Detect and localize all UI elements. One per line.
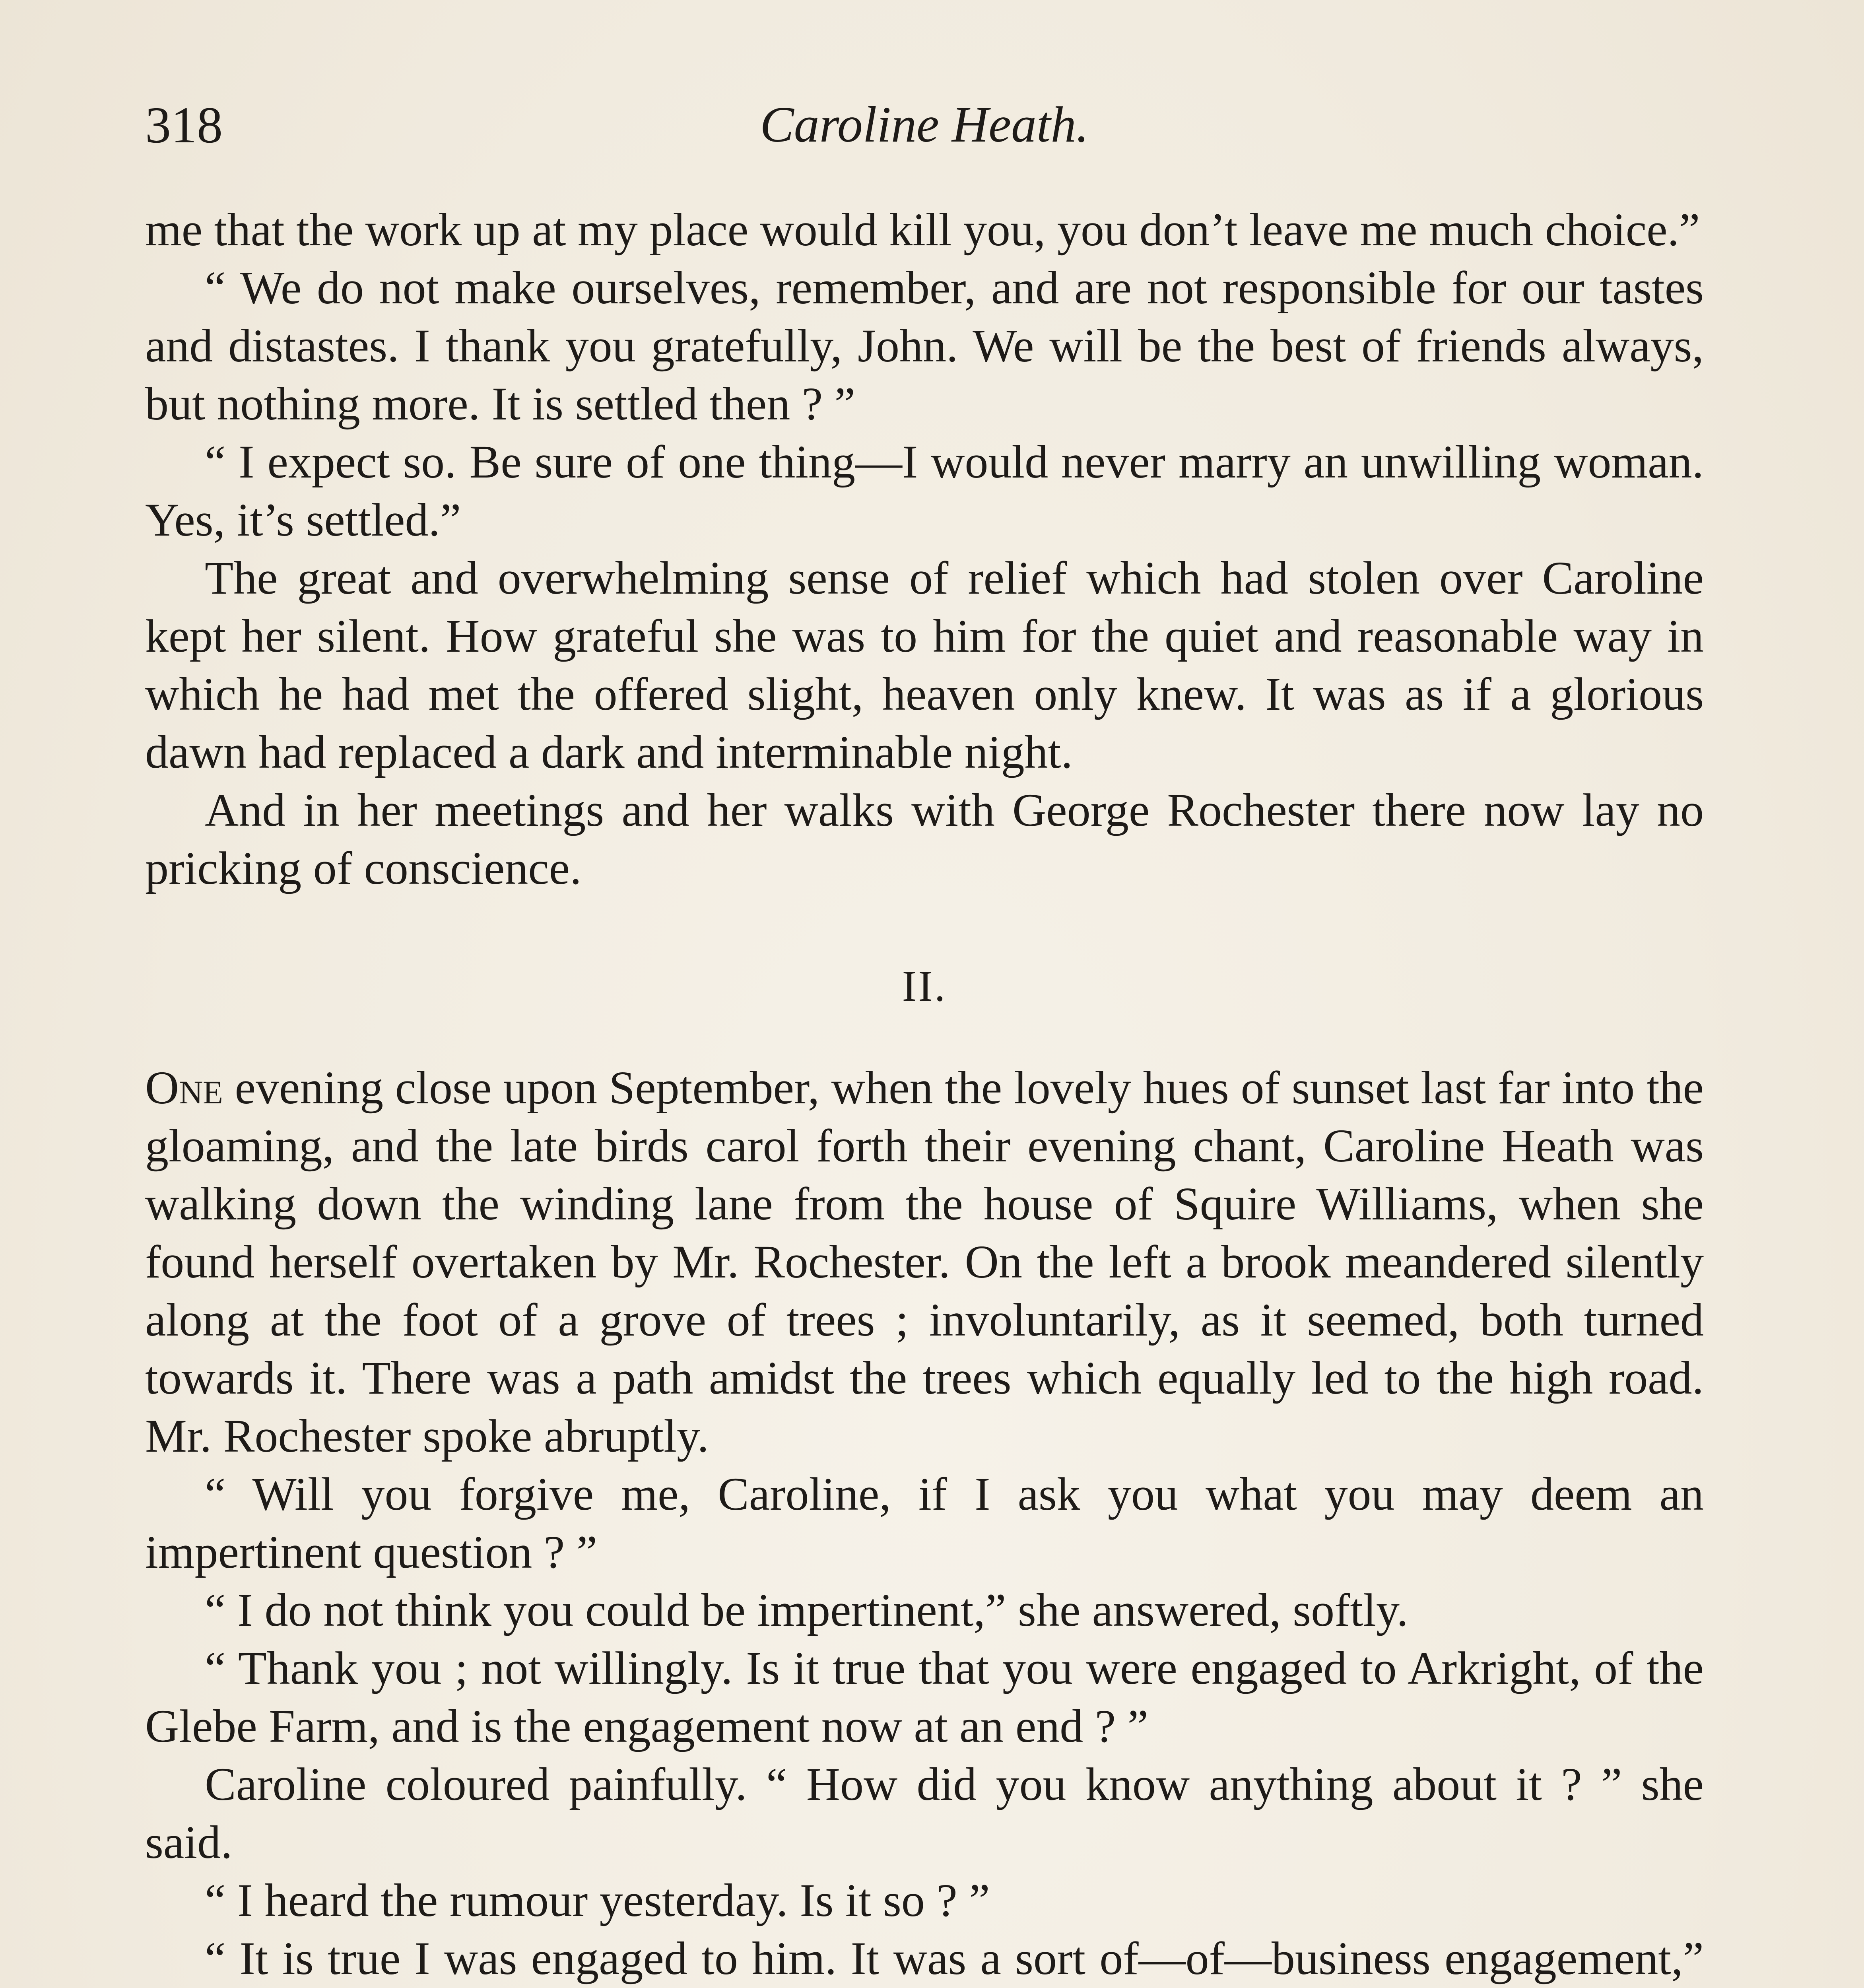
section-number: II. — [902, 962, 947, 1010]
paragraph: “ Thank you ; not willingly. Is it true that you were engaged to Arkright, of the Glebe Farm, and is the engagement now at an end ? ” — [145, 1642, 1704, 1752]
paragraph: “ Will you forgive me, Caroline, if I ask you what you may deem an impertinent question ? ” — [145, 1468, 1704, 1578]
running-title: Caroline Heath. — [760, 96, 1089, 153]
paragraph: The great and overwhelming sense of relief which had stolen over Caroline kept her silent. How grateful she was to him for the quiet and reasonable way in which he had met the offered slight, heaven only knew. It was as if a glorious dawn had replaced a dark and interminable night. — [145, 552, 1704, 778]
opening-word: One — [145, 1062, 223, 1114]
paragraph: “ I heard the rumour yesterday. Is it so ? ” — [205, 1874, 990, 1926]
paragraph-text: evening close upon September, when the lovely hues of sunset last far into the gloaming, and the late birds carol forth their evening chant, Caroline Heath was walking down the winding lane from the house of Squire Williams, when she found herself overtaken by Mr. Rochester. On the left a brook meandered silently along at the foot of a grove of trees ; involuntarily, as it seemed, both turned towards it. There was a path amidst the trees which equally led to the high road. Mr. Rochester spoke abruptly. — [145, 1062, 1704, 1462]
paragraph: “ We do not make ourselves, remember, and are not responsible for our tastes and distastes. I thank you gratefully, John. We will be the best of friends always, but nothing more. It is settled then ? ” — [145, 262, 1704, 430]
page-number: 318 — [145, 97, 223, 154]
paragraph: “ It is true I was engaged to him. It was a sort of—of—business engagement,” — [205, 1932, 1704, 1984]
paragraph: Caroline coloured painfully. “ How did you know anything about it ? ” she said. — [145, 1758, 1704, 1868]
paragraph: “ I expect so. Be sure of one thing—I would never marry an unwilling woman. Yes, it’s settled.” — [145, 436, 1704, 546]
paragraph: And in her meetings and her walks with George Rochester there now lay no pricking of conscience. — [145, 784, 1704, 894]
paragraph: “ I do not think you could be impertinent,” she answered, softly. — [205, 1584, 1408, 1636]
paragraph — [145, 1059, 1704, 1465]
page-header — [145, 95, 1704, 159]
body-text — [145, 201, 1704, 1988]
paragraph: me that the work up at my place would kill you, you don’t leave me much choice.” — [145, 204, 1700, 256]
